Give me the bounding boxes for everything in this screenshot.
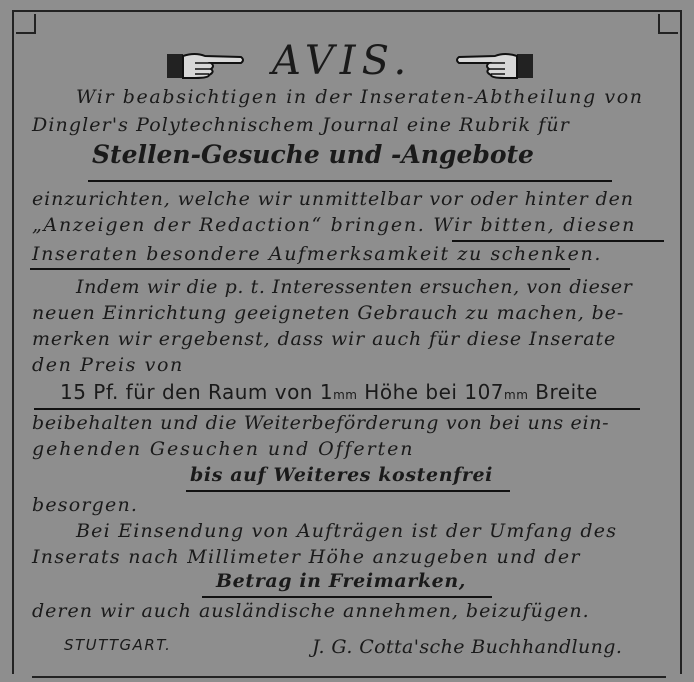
sentence-underline xyxy=(30,268,570,270)
text-line: Wir beabsichtigen in der Inseraten-Abtheilung von xyxy=(76,86,644,108)
pointing-hand-right-icon xyxy=(165,48,245,82)
bottom-rule xyxy=(32,676,666,678)
border-corner-left xyxy=(16,14,36,34)
border-corner-right xyxy=(658,14,678,34)
text-line: beibehalten und die Weiterbeförderung von bei uns ein- xyxy=(32,412,610,434)
price-underline xyxy=(34,408,640,410)
text-line: Inserats nach Millimeter Höhe anzugeben und der xyxy=(32,546,581,568)
notice-title: AVIS. xyxy=(272,38,413,84)
text-line: „Anzeigen der Redaction“ bringen. Wir bitten, diesen xyxy=(32,214,637,236)
unit-mm: mm xyxy=(504,388,529,402)
text-line: besorgen. xyxy=(32,494,139,516)
text-line: merken wir ergebenst, dass wir auch für diese Inserate xyxy=(32,328,617,350)
price-text-c: Breite xyxy=(528,380,598,404)
free-underline xyxy=(186,490,510,492)
text-line: einzurichten, welche wir unmittelbar vor oder hinter den xyxy=(32,188,634,210)
footer-place: STUTTGART. xyxy=(64,636,172,654)
pointing-hand-left-icon xyxy=(455,48,535,82)
text-line: neuen Einrichtung geeigneten Gebrauch zu machen, be- xyxy=(32,302,625,324)
text-line: den Preis von xyxy=(32,354,184,376)
heading-stellen: Stellen-Gesuche und -Angebote xyxy=(92,140,534,169)
text-line: deren wir auch ausländische annehmen, beizufügen. xyxy=(32,600,590,622)
footer-publisher: J. G. Cotta'sche Buchhandlung. xyxy=(312,636,623,658)
title-row xyxy=(0,38,694,88)
payment-underline xyxy=(202,596,492,598)
text-line: Inseraten besondere Aufmerksamkeit zu schenken. xyxy=(32,243,602,265)
price-text-a: 15 Pf. für den Raum von 1 xyxy=(60,380,334,404)
price-text-b: Höhe bei 107 xyxy=(357,380,505,404)
payment-line: Betrag in Freimarken, xyxy=(216,570,466,592)
unit-mm: mm xyxy=(333,388,358,402)
free-of-charge-line: bis auf Weiteres kostenfrei xyxy=(190,464,493,486)
text-line: gehenden Gesuchen und Offerten xyxy=(32,438,415,460)
text-line: Indem wir die p. t. Interessenten ersuchen, von dieser xyxy=(76,276,633,298)
heading-underline xyxy=(88,180,612,182)
price-line xyxy=(60,380,598,404)
text-line: Bei Einsendung von Aufträgen ist der Umfang des xyxy=(76,520,618,542)
text-line: Dingler's Polytechnischem Journal eine Rubrik für xyxy=(32,114,570,136)
sentence-underline xyxy=(452,240,664,242)
